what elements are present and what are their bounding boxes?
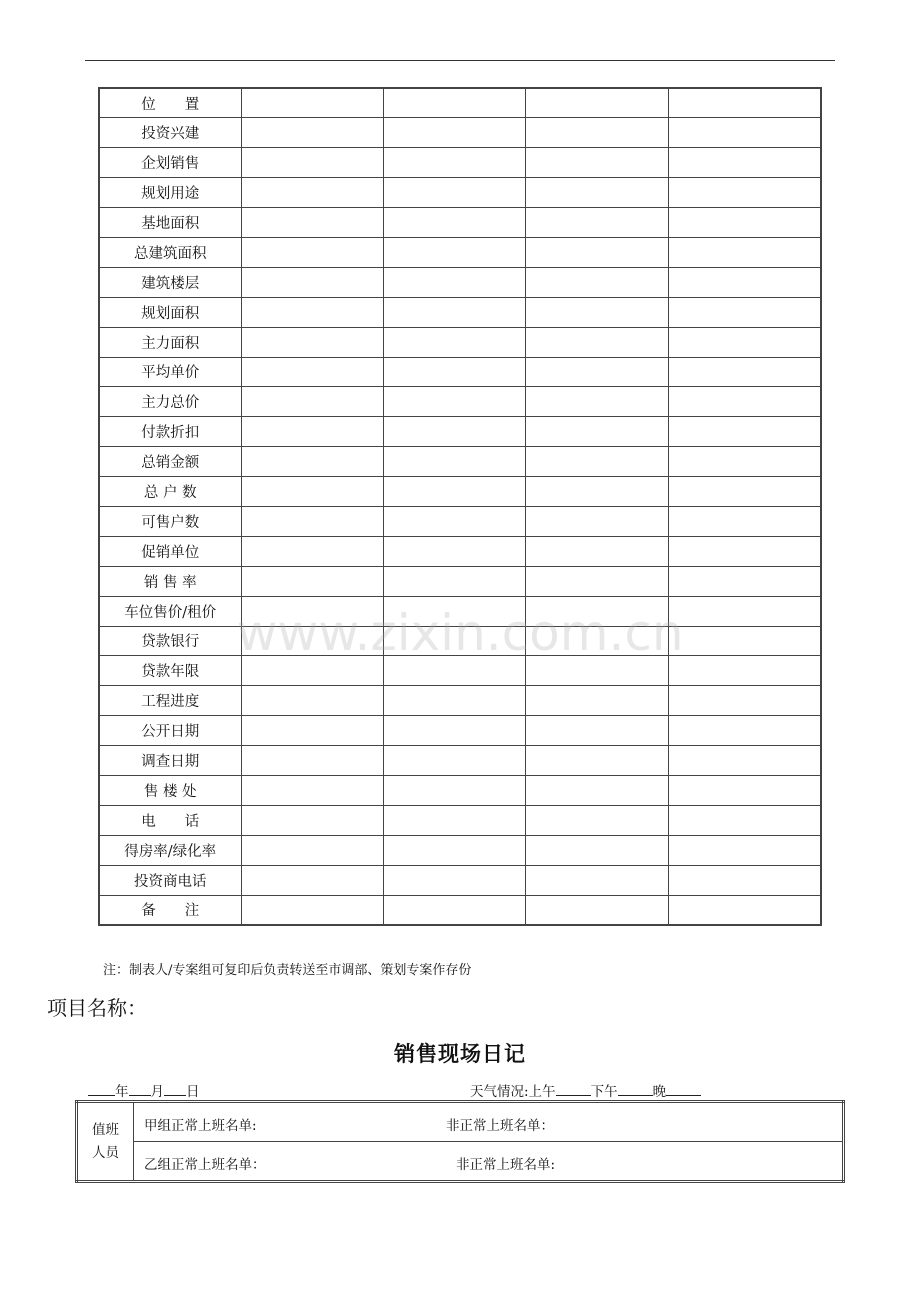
data-cell[interactable] (383, 357, 525, 387)
data-cell[interactable] (241, 596, 383, 626)
survey-row (99, 88, 821, 118)
data-cell[interactable] (241, 805, 383, 835)
row-label: 主力面积 (99, 327, 241, 357)
data-cell[interactable] (383, 208, 525, 238)
header-rule (85, 60, 835, 61)
data-cell[interactable] (241, 626, 383, 656)
data-cell[interactable] (383, 835, 525, 865)
data-cell[interactable] (241, 656, 383, 686)
data-cell[interactable] (383, 865, 525, 895)
data-cell[interactable] (383, 656, 525, 686)
survey-row (99, 596, 821, 626)
survey-row (99, 208, 821, 238)
day-blank[interactable] (164, 1082, 186, 1096)
data-cell[interactable] (383, 417, 525, 447)
row-label: 贷款银行 (99, 626, 241, 656)
data-cell[interactable] (668, 536, 821, 566)
survey-row (99, 835, 821, 865)
data-cell[interactable] (668, 208, 821, 238)
row-label: 规划面积 (99, 297, 241, 327)
row-label: 位 置 (99, 88, 241, 118)
row-label: 总建筑面积 (99, 237, 241, 267)
survey-row (99, 327, 821, 357)
data-cell[interactable] (383, 178, 525, 208)
date-line (88, 1080, 200, 1100)
data-cell[interactable] (383, 267, 525, 297)
data-cell[interactable] (241, 327, 383, 357)
data-cell[interactable] (241, 118, 383, 148)
survey-row (99, 686, 821, 716)
survey-row (99, 626, 821, 656)
survey-row (99, 447, 821, 477)
data-cell[interactable] (668, 716, 821, 746)
data-cell[interactable] (383, 596, 525, 626)
data-cell[interactable] (668, 835, 821, 865)
data-cell[interactable] (525, 805, 668, 835)
row-label: 可售户数 (99, 506, 241, 536)
data-cell[interactable] (383, 895, 525, 925)
data-cell[interactable] (668, 895, 821, 925)
data-cell[interactable] (668, 596, 821, 626)
row-label: 公开日期 (99, 716, 241, 746)
project-name-label: 项目名称： (47, 996, 147, 1020)
survey-table (98, 87, 822, 926)
row-label: 调查日期 (99, 746, 241, 776)
data-cell[interactable] (525, 88, 668, 118)
row-label: 投资兴建 (99, 118, 241, 148)
afternoon-blank[interactable] (618, 1082, 653, 1096)
year-blank[interactable] (88, 1082, 115, 1096)
data-cell[interactable] (525, 118, 668, 148)
row-label: 投资商电话 (99, 865, 241, 895)
data-cell[interactable] (668, 506, 821, 536)
group-b-abnormal-label: 非正常上班名单: (456, 1157, 556, 1173)
data-cell[interactable] (525, 208, 668, 238)
data-cell[interactable] (241, 895, 383, 925)
data-cell[interactable] (668, 178, 821, 208)
survey-table-body (99, 88, 821, 925)
data-cell[interactable] (525, 596, 668, 626)
row-label: 建筑楼层 (99, 267, 241, 297)
row-label: 规划用途 (99, 178, 241, 208)
data-cell[interactable] (383, 566, 525, 596)
data-cell[interactable] (241, 566, 383, 596)
survey-row (99, 716, 821, 746)
data-cell[interactable] (525, 148, 668, 178)
survey-row (99, 267, 821, 297)
group-a-abnormal-label: 非正常上班名单： (446, 1118, 554, 1134)
data-cell[interactable] (525, 536, 668, 566)
row-label: 促销单位 (99, 536, 241, 566)
data-cell[interactable] (383, 626, 525, 656)
data-cell[interactable] (525, 865, 668, 895)
group-a-row[interactable] (134, 1102, 844, 1142)
data-cell[interactable] (525, 267, 668, 297)
survey-row (99, 477, 821, 507)
survey-row (99, 387, 821, 417)
data-cell[interactable] (383, 237, 525, 267)
data-cell[interactable] (668, 267, 821, 297)
data-cell[interactable] (525, 716, 668, 746)
survey-row (99, 506, 821, 536)
data-cell[interactable] (383, 477, 525, 507)
data-cell[interactable] (241, 357, 383, 387)
data-cell[interactable] (668, 566, 821, 596)
duty-staff-label (77, 1102, 134, 1182)
row-label: 备 注 (99, 895, 241, 925)
survey-row (99, 297, 821, 327)
data-cell[interactable] (525, 895, 668, 925)
data-cell[interactable] (668, 447, 821, 477)
month-blank[interactable] (129, 1082, 151, 1096)
data-cell[interactable] (383, 88, 525, 118)
month-label: 月 (150, 1084, 164, 1100)
data-cell[interactable] (241, 297, 383, 327)
data-cell[interactable] (241, 536, 383, 566)
row-label: 主力总价 (99, 387, 241, 417)
data-cell[interactable] (525, 387, 668, 417)
data-cell[interactable] (383, 716, 525, 746)
data-cell[interactable] (241, 417, 383, 447)
data-cell[interactable] (525, 506, 668, 536)
data-cell[interactable] (525, 417, 668, 447)
data-cell[interactable] (668, 805, 821, 835)
row-label: 得房率/绿化率 (99, 835, 241, 865)
data-cell[interactable] (241, 267, 383, 297)
row-label: 工程进度 (99, 686, 241, 716)
row-label: 企划销售 (99, 148, 241, 178)
data-cell[interactable] (241, 208, 383, 238)
data-cell[interactable] (525, 746, 668, 776)
row-label: 总 户 数 (99, 477, 241, 507)
group-b-label: 乙组正常上班名单： (144, 1157, 266, 1173)
data-cell[interactable] (241, 746, 383, 776)
row-label: 总销金额 (99, 447, 241, 477)
weather-label: 天气情况:上午 (470, 1084, 556, 1100)
row-label: 付款折扣 (99, 417, 241, 447)
data-cell[interactable] (668, 865, 821, 895)
data-cell[interactable] (383, 148, 525, 178)
data-cell[interactable] (241, 237, 383, 267)
data-cell[interactable] (241, 716, 383, 746)
data-cell[interactable] (525, 237, 668, 267)
data-cell[interactable] (668, 626, 821, 656)
data-cell[interactable] (383, 447, 525, 477)
row-label: 车位售价/租价 (99, 596, 241, 626)
data-cell[interactable] (241, 686, 383, 716)
data-cell[interactable] (668, 656, 821, 686)
data-cell[interactable] (383, 805, 525, 835)
data-cell[interactable] (668, 417, 821, 447)
survey-row (99, 357, 821, 387)
data-cell[interactable] (383, 118, 525, 148)
survey-row (99, 536, 821, 566)
day-label: 日 (186, 1084, 200, 1100)
data-cell[interactable] (525, 686, 668, 716)
data-cell[interactable] (668, 297, 821, 327)
data-cell[interactable] (241, 477, 383, 507)
data-cell[interactable] (241, 865, 383, 895)
row-label: 贷款年限 (99, 656, 241, 686)
data-cell[interactable] (383, 387, 525, 417)
data-cell[interactable] (525, 835, 668, 865)
evening-blank[interactable] (666, 1082, 701, 1096)
data-cell[interactable] (383, 327, 525, 357)
data-cell[interactable] (525, 626, 668, 656)
data-cell[interactable] (383, 686, 525, 716)
row-label: 基地面积 (99, 208, 241, 238)
survey-row (99, 656, 821, 686)
data-cell[interactable] (383, 506, 525, 536)
data-cell[interactable] (241, 506, 383, 536)
data-cell[interactable] (668, 775, 821, 805)
data-cell[interactable] (525, 566, 668, 596)
survey-row (99, 805, 821, 835)
data-cell[interactable] (525, 447, 668, 477)
group-a-label: 甲组正常上班名单: (144, 1118, 257, 1134)
data-cell[interactable] (668, 387, 821, 417)
data-cell[interactable] (668, 746, 821, 776)
data-cell[interactable] (241, 447, 383, 477)
survey-row (99, 775, 821, 805)
row-label: 电 话 (99, 805, 241, 835)
data-cell[interactable] (241, 88, 383, 118)
data-cell[interactable] (383, 536, 525, 566)
data-cell[interactable] (668, 148, 821, 178)
data-cell[interactable] (525, 178, 668, 208)
watermark: www.zixin.com.cn (236, 604, 684, 662)
data-cell[interactable] (241, 387, 383, 417)
data-cell[interactable] (241, 178, 383, 208)
survey-row (99, 895, 821, 925)
survey-row (99, 148, 821, 178)
data-cell[interactable] (668, 686, 821, 716)
survey-row (99, 566, 821, 596)
diary-title: 销售现场日记 (394, 1042, 526, 1066)
duty-label-line1: 值班 (92, 1121, 119, 1138)
data-cell[interactable] (383, 746, 525, 776)
group-b-row[interactable] (134, 1142, 844, 1182)
data-cell[interactable] (525, 477, 668, 507)
data-cell[interactable] (525, 327, 668, 357)
data-cell[interactable] (525, 656, 668, 686)
data-cell[interactable] (241, 148, 383, 178)
afternoon-label: 下午 (590, 1084, 618, 1100)
data-cell[interactable] (668, 477, 821, 507)
data-cell[interactable] (668, 357, 821, 387)
morning-blank[interactable] (556, 1082, 591, 1096)
data-cell[interactable] (525, 357, 668, 387)
data-cell[interactable] (241, 775, 383, 805)
duty-table (75, 1100, 845, 1183)
table-note: 注：制表人/专案组可复印后负责转送至市调部、策划专案作存份 (103, 963, 472, 978)
survey-row (99, 746, 821, 776)
row-label: 销 售 率 (99, 566, 241, 596)
year-label: 年 (115, 1084, 129, 1100)
data-cell[interactable] (668, 327, 821, 357)
survey-row (99, 237, 821, 267)
data-cell[interactable] (383, 297, 525, 327)
data-cell[interactable] (241, 835, 383, 865)
survey-row (99, 865, 821, 895)
data-cell[interactable] (668, 118, 821, 148)
duty-label-line2: 人员 (92, 1144, 119, 1161)
evening-label: 晚 (652, 1084, 667, 1100)
survey-row (99, 178, 821, 208)
data-cell[interactable] (668, 88, 821, 118)
data-cell[interactable] (383, 775, 525, 805)
survey-row (99, 118, 821, 148)
weather-line (470, 1080, 701, 1100)
row-label: 平均单价 (99, 357, 241, 387)
data-cell[interactable] (525, 775, 668, 805)
data-cell[interactable] (525, 297, 668, 327)
survey-row (99, 417, 821, 447)
row-label: 售 楼 处 (99, 775, 241, 805)
data-cell[interactable] (668, 237, 821, 267)
